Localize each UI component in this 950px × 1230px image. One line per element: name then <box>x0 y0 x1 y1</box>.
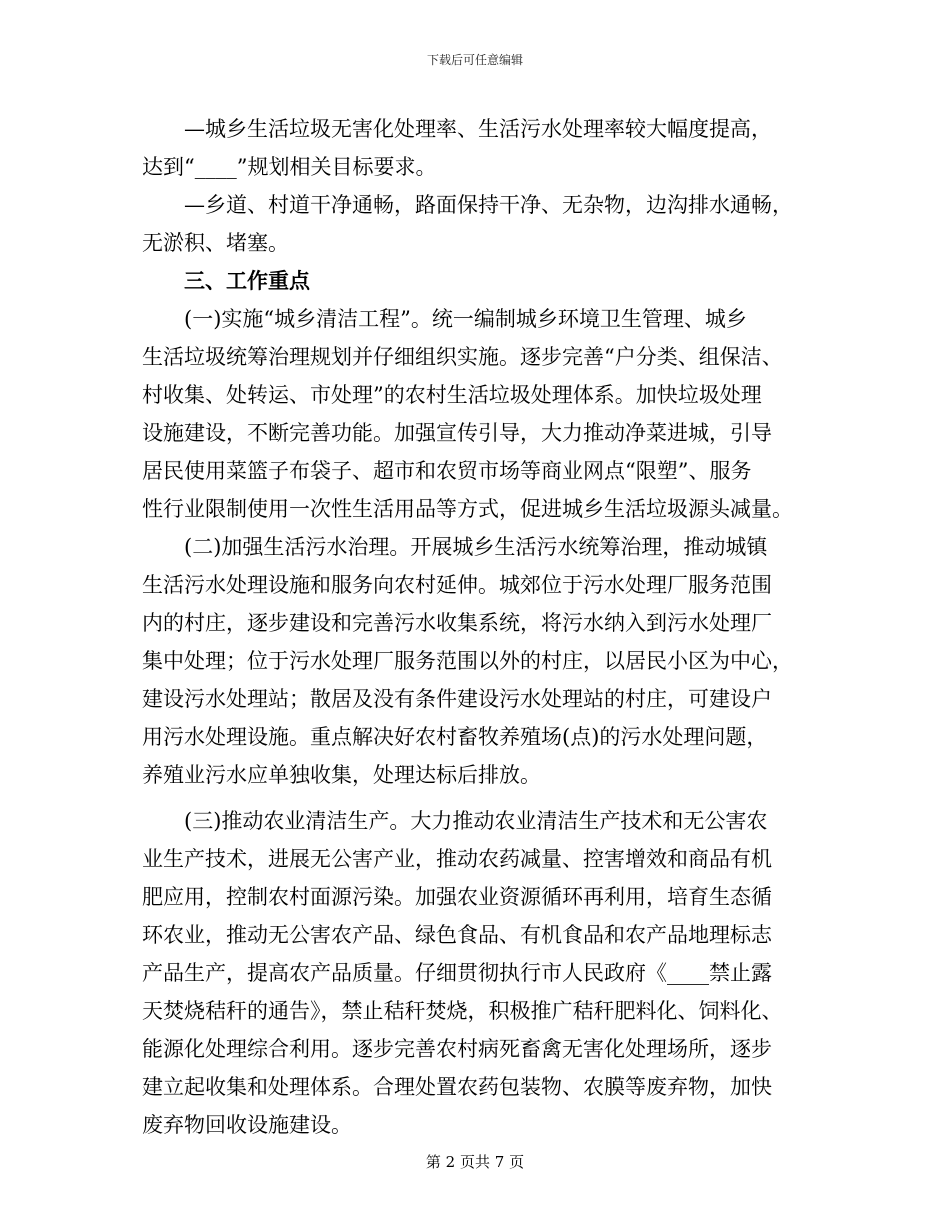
text-line: (三)推动农业清洁生产。大力推动农业清洁生产技术和无公害农 <box>184 809 768 833</box>
text-line: —城乡生活垃圾无害化处理率、生活污水处理率较大幅度提高， <box>184 117 772 141</box>
text-line: 用污水处理设施。重点解决好农村畜牧养殖场(点)的污水处理问题， <box>142 725 768 749</box>
text-line: (一)实施“城乡清洁工程”。统一编制城乡环境卫生管理、城乡 <box>184 307 747 331</box>
text-line: 产品生产，提高农产品质量。仔细贯彻执行市人民政府《____禁止露 <box>142 961 772 985</box>
text-line: 养殖业污水应单独收集，处理达标后排放。 <box>142 763 541 787</box>
text-line: (二)加强生活污水治理。开展城乡生活污水统筹治理，推动城镇 <box>184 535 768 559</box>
text-line: 建立起收集和处理体系。合理处置农药包装物、农膜等废弃物，加快 <box>142 1075 772 1099</box>
text-line: 村收集、处转运、市处理”的农村生活垃圾处理体系。加快垃圾处理 <box>142 383 762 407</box>
text-line: 生活污水处理设施和服务向农村延伸。城郊位于污水处理厂服务范围 <box>142 573 772 597</box>
paragraph-gap <box>142 794 812 802</box>
text-line: 集中处理；位于污水处理厂服务范围以外的村庄，以居民小区为中心， <box>142 649 793 673</box>
text-line: 能源化处理综合利用。逐步完善农村病死畜禽无害化处理场所，逐步 <box>142 1037 772 1061</box>
text-line: 达到“____”规划相关目标要求。 <box>142 155 437 179</box>
text-line: 性行业限制使用一次性生活用品等方式，促进城乡生活垃圾源头减量。 <box>142 497 793 521</box>
document-body <box>142 110 812 1144</box>
text-line: 内的村庄，逐步建设和完善污水收集系统，将污水纳入到污水处理厂 <box>142 611 772 635</box>
text-line: —乡道、村道干净通畅，路面保持干净、无杂物，边沟排水通畅， <box>184 193 793 217</box>
text-line: 生活垃圾统筹治理规划并仔细组织实施。逐步完善“户分类、组保洁、 <box>142 345 783 369</box>
page-header-note: 下载后可任意编辑 <box>426 53 523 67</box>
text-line: 废弃物回收设施建设。 <box>142 1113 352 1137</box>
text-line: 无淤积、堵塞。 <box>142 231 289 255</box>
text-line: 设施建设，不断完善功能。加强宣传引导，大力推动净菜进城，引导 <box>142 421 772 445</box>
text-line: 业生产技术，进展无公害产业，推动农药减量、控害增效和商品有机 <box>142 847 772 871</box>
page-number-footer: 第 2 页共 7 页 <box>425 1153 525 1171</box>
text-line: 居民使用菜篮子布袋子、超市和农贸市场等商业网点“限塑”、服务 <box>142 459 752 483</box>
text-line: 建设污水处理站；散居及没有条件建设污水处理站的村庄，可建设户 <box>142 687 772 711</box>
section-heading: 三、工作重点 <box>184 269 310 293</box>
text-line: 环农业，推动无公害农产品、绿色食品、有机食品和农产品地理标志 <box>142 923 772 947</box>
text-line: 肥应用，控制农村面源污染。加强农业资源循环再利用，培育生态循 <box>142 885 772 909</box>
text-line: 天焚烧秸秆的通告》，禁止秸秆焚烧，积极推广秸秆肥料化、饲料化、 <box>142 999 783 1023</box>
